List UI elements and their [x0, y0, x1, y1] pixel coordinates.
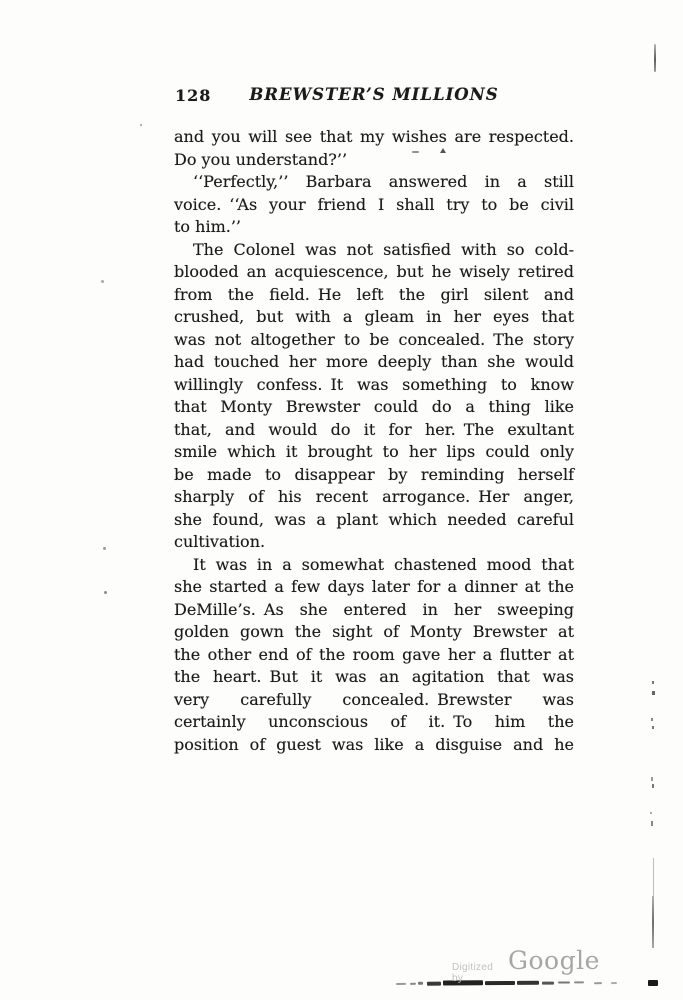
- scan-speck: [103, 547, 106, 550]
- scan-speck: [104, 591, 107, 594]
- digitized-by-label: Digitized by: [452, 962, 494, 984]
- text-line: certainly unconscious of it. To him the: [174, 712, 574, 731]
- text-line: and you will see that my wishes are respected.: [174, 127, 574, 146]
- text-line: voice. ‘‘As your friend I shall try to be civil: [174, 194, 574, 214]
- text-line: she started a few days later for a dinner at the: [174, 577, 574, 596]
- scan-line-artifact: [652, 896, 654, 948]
- text-line: cultivation.: [174, 532, 266, 551]
- page-header: [174, 85, 574, 107]
- scan-smudge-line: [396, 978, 618, 989]
- text-line: the heart. But it was an agitation that was: [174, 667, 574, 686]
- text-line: willingly confess. It was something to know: [174, 374, 574, 394]
- text-line: smile which it brought to her lips could only: [174, 442, 574, 461]
- scan-tick-mark: [412, 151, 419, 153]
- scan-speck: [650, 812, 652, 814]
- text-line: sharply of his recent arrogance. Her anger,: [174, 487, 574, 506]
- text-line: DeMille’s. As she entered in her sweeping: [174, 599, 574, 619]
- text-line: The Colonel was not satisfied with so cold-: [193, 239, 574, 259]
- text-line: golden gown the sight of Monty Brewster at: [174, 622, 574, 641]
- text-line: crushed, but with a gleam in her eyes that: [174, 307, 574, 326]
- scan-speck: [652, 681, 654, 684]
- text-line: very carefully concealed. Brewster was: [174, 689, 574, 709]
- text-line: position of guest was like a disguise and he: [174, 734, 574, 754]
- page-number: 128: [175, 86, 212, 105]
- text-line: the other end of the room gave her a flutter at: [174, 644, 574, 664]
- text-line: be made to disappear by reminding herself: [174, 464, 574, 484]
- text-line: that, and would do it for her. The exultant: [174, 419, 574, 439]
- text-line: to him.’’: [174, 217, 241, 236]
- scan-speck: [651, 777, 653, 781]
- text-line: that Monty Brewster could do a thing like: [174, 397, 574, 416]
- scan-speck: [652, 691, 655, 695]
- scan-line-artifact: [654, 44, 656, 72]
- text-line: Do you understand?’’: [174, 149, 348, 169]
- text-line: It was in a somewhat chastened mood that: [193, 554, 574, 574]
- google-logo: Google: [508, 946, 600, 975]
- text-line: blooded an acquiescence, but he wisely retired: [174, 262, 574, 281]
- scan-speck: [101, 280, 104, 283]
- scan-caret-mark: [440, 148, 446, 153]
- text-line: from the field. He left the girl silent and: [174, 284, 574, 304]
- scan-speck: [652, 784, 654, 788]
- scan-speck: [651, 718, 653, 721]
- page-text: [174, 126, 574, 756]
- running-title: BREWSTER’S MILLIONS: [249, 85, 499, 104]
- text-line: had touched her more deeply than she would: [174, 352, 574, 371]
- text-line: ‘‘Perfectly,’’ Barbara answered in a still: [193, 172, 574, 191]
- text-line: she found, was a plant which needed careful: [174, 509, 574, 529]
- scan-speck: [651, 821, 653, 826]
- scan-dash-artifact: [648, 980, 658, 986]
- scan-speck: [140, 124, 142, 126]
- text-line: was not altogether to be concealed. The story: [174, 329, 574, 349]
- scan-speck: [652, 726, 654, 729]
